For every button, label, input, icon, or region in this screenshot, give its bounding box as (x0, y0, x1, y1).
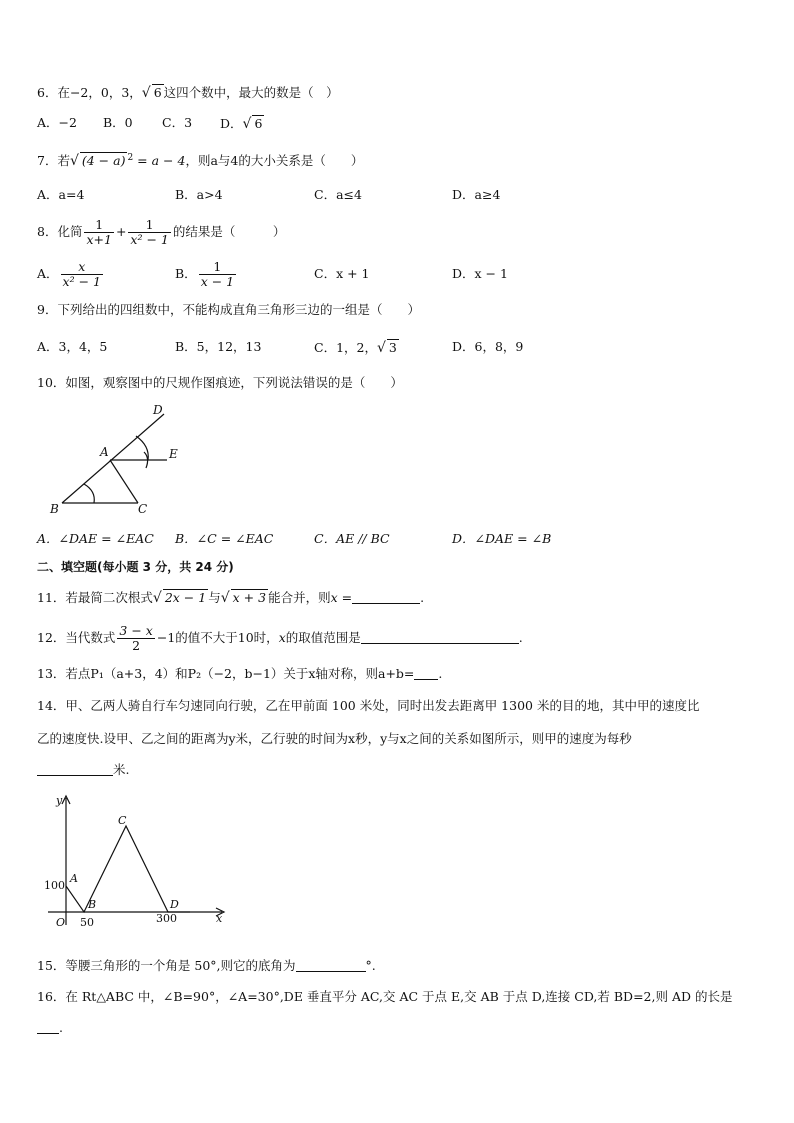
q10-figure (40, 398, 200, 518)
q14-line-2: 乙的速度快.设甲、乙之间的距离为y米，乙行驶的时间为x秒，y与x之间的关系如图所示，则甲的速度为每秒 (37, 731, 632, 746)
q10-stem: 10．如图，观察图中的尺规作图痕迹，下列说法错误的是（ ） (37, 375, 403, 390)
q14-label-o: O (56, 916, 66, 929)
q14-line-1: 14．甲、乙两人骑自行车匀速同向行驶，乙在甲前面 100 米处，同时出发去距离甲 1300 米的目的地，其中甲的速度比 (37, 698, 700, 713)
q14-label-a: A (70, 872, 78, 885)
q12-stem: 12．当代数式 $\frac{3 - x}{2}$ −1的值不大于10时，x的取值范围是 . (37, 623, 523, 653)
q10-arc-b (84, 484, 94, 503)
q7-option-b: B．a>4 (175, 187, 223, 202)
q6-option-d: D．√ 6 (220, 116, 263, 132)
section-title-fill-in: 二、填空题(每小题 3 分，共 24 分) (37, 560, 234, 574)
q14-tick-100: 100 (44, 879, 65, 892)
q10-label-e: E (169, 447, 178, 461)
q7-stem: 7．若√ (4 − a) $^2$ = a − 4，则a与4的大小关系是（ ） (37, 153, 364, 170)
q10-option-c: C．AE // BC (314, 531, 390, 546)
q6-option-a: A．−2 (37, 115, 77, 130)
q7-option-d: D．a≥4 (452, 187, 501, 202)
q10-label-c: C (138, 502, 148, 516)
q16-line-2: . (37, 1020, 63, 1036)
q10-label-a: A (100, 445, 109, 459)
q9-option-c: C．1，2，√ 3 (314, 340, 397, 356)
q8-stem: 8．化简 $\frac{1}{x+1}$ + $\frac{1}{\text{x² − 1}}$ 的结果是（ ） (37, 217, 286, 247)
q6-option-c: C．3 (162, 115, 193, 130)
q7-option-c: C．a≤4 (314, 187, 362, 202)
q8-fraction-1: $\frac{1}{x+1}$ (86, 217, 112, 247)
q9-option-d: D．6，8，9 (452, 339, 524, 354)
q8-fraction-2: $\frac{1}{\text{x² − 1}}$ (130, 217, 169, 247)
q8-option-d: D．x − 1 (452, 266, 508, 281)
q14-label-d: D (170, 898, 179, 911)
q14-graph (40, 790, 240, 935)
q15-answer-blank (296, 959, 366, 972)
q11-answer-blank (352, 591, 420, 604)
q9-stem: 9．下列给出的四组数中，不能构成直角三角形三边的一组是（ ） (37, 302, 420, 317)
q6-option-b: B．0 (103, 115, 133, 130)
q14-line-3: 米. (37, 762, 129, 778)
q14-label-b: B (88, 898, 97, 911)
q8-option-a: A． $\frac{x}{\text{x² − 1}}$ (37, 259, 101, 289)
q9-option-b: B．5，12，13 (175, 339, 262, 354)
q14-label-c: C (118, 814, 127, 827)
q10-label-b: B (50, 502, 59, 516)
q8-option-c: C．x + 1 (314, 266, 370, 281)
q6-stem: 6．在−2，0，3，√ 6 这四个数中，最大的数是（ ） (37, 85, 339, 101)
q12-answer-blank (361, 631, 519, 644)
q14-label-y: y (56, 794, 63, 807)
q11-stem: 11．若最简二次根式√ 2x − 1 与√ x + 3 能合并，则x = . (37, 590, 425, 606)
q14-answer-blank (37, 763, 113, 776)
q10-label-d: D (153, 403, 163, 417)
q14-label-x: x (216, 912, 223, 925)
q16-answer-blank (37, 1021, 59, 1034)
q13-answer-blank (414, 667, 438, 680)
q9-option-a: A．3，4，5 (37, 339, 108, 354)
q13-stem: 13．若点P₁（a+3，4）和P₂（−2，b−1）关于x轴对称，则a+b= . (37, 666, 443, 681)
q10-option-b: B．∠C = ∠EAC (175, 531, 274, 546)
q10-option-d: D．∠DAE = ∠B (452, 531, 552, 546)
q15-stem: 15．等腰三角形的一个角是 50°,则它的底角为 °. (37, 958, 376, 973)
q7-option-a: A．a=4 (37, 187, 85, 202)
q16-line-1: 16．在 Rt△ABC 中，∠B=90°，∠A=30°,DE 垂直平分 AC,交 AC 于点 E,交 AB 于点 D,连接 CD,若 BD=2,则 AD 的长是 (37, 989, 733, 1004)
q8-option-b: B． $\frac{1}{x - 1}$ (175, 259, 235, 289)
q14-tick-50: 50 (80, 916, 94, 929)
q10-option-a: A．∠DAE = ∠EAC (37, 531, 154, 546)
q10-line-ac (110, 460, 138, 503)
q14-tick-300: 300 (156, 912, 177, 925)
